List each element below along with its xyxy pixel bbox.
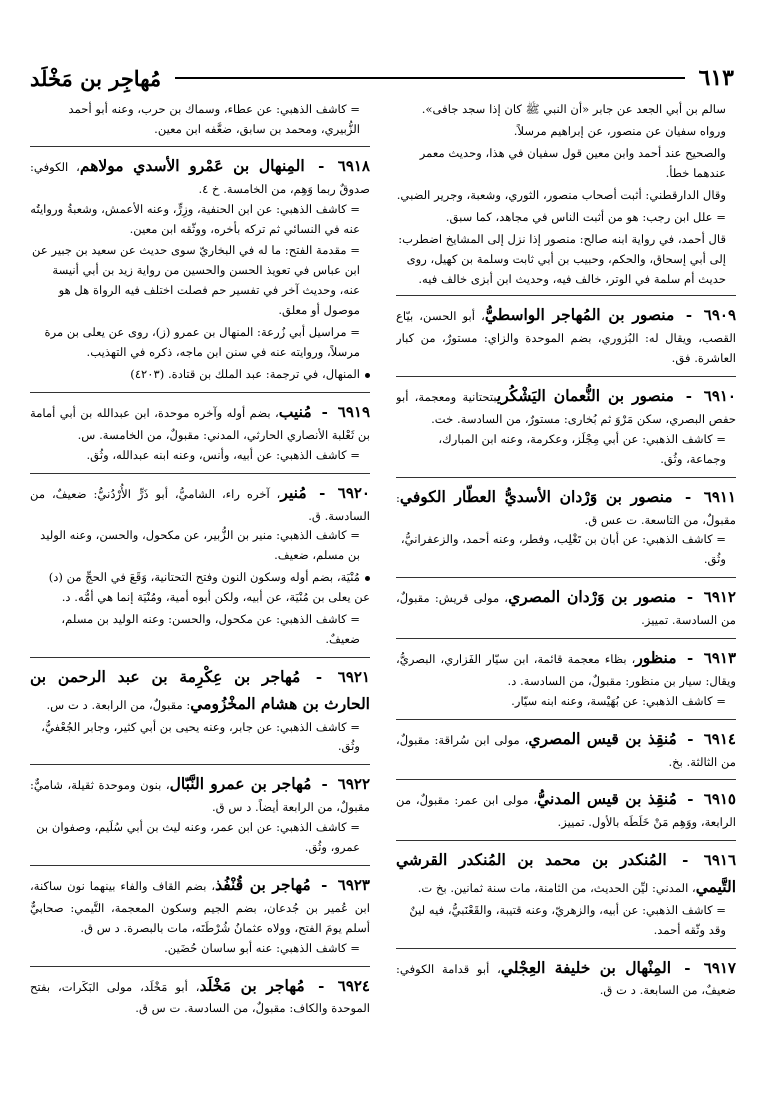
entry-text: ، أبو الحسن، بيّاع القصب، ويقال له: البُزوري، بضم الموحدة والزاي: مستورٌ، من كبار العاشرة. فق. (396, 309, 736, 366)
entry-text: ، بظاء معجمة قائمة، ابن سيّار الفَزاري، البصريُّ، ويقال: سيار بن منظور: مقبولٌ، من السادسة. د. (396, 652, 736, 688)
entry-divider (30, 764, 370, 765)
entry-number: ٦٩٢٢ (337, 775, 370, 794)
continuation-paragraph: والصحيح عند أحمد وابن معين قول سفيان في هذا، وحديث معمر عندهما خطأ. (419, 145, 726, 180)
entry-name: مُهاجر بن عِكْرِمة بن عبد الرحمن بن الحارث بن هشام المخْزُومي (30, 667, 370, 713)
biography-entry (396, 645, 736, 712)
entry-number: ٦٩١٦ (703, 851, 736, 870)
entry-text: ، أبو مَخْلَد، مولى البَكَرات، بفتح الموحدة والكاف: مقبولٌ، من السادسة. ت س ق. (30, 979, 370, 1016)
entry-number: ٦٩١٩ (337, 403, 370, 422)
entry-name: المُنكدر بن محمد بن المُنكدر القرشي التَّيمي (396, 850, 736, 896)
continuation-paragraph: قال أحمد، في رواية ابنه صالح: منصور إذا نزل إلى المشايخ اضطرب: إلى أبي إسحاق، والحكم، وحبيب بن أبي ثابت وسلمة بن كهيل، روى حديث أم سلمة في الوتر، خالف فيه، وحديث ابن أبزى خالف فيه. (398, 231, 726, 286)
biography-entry (396, 955, 736, 1002)
entry-name: منصور بن المُهاجر الواسطيُّ (484, 305, 675, 325)
entry-note: = كاشف الذهبي: منير بن الزُّبير، عن مكحول، والحسن، وعنه الوليد بن مسلم، ضعيف. (40, 528, 360, 563)
entry-note: = مراسيل أبي زُرعة: المنهال بن عمرو (ز)، روى عن يعلى بن مرة مرسلاً، وروايته عنه في سنن ابن ماجه، ذكره في التهذيب. (44, 325, 360, 360)
entry-divider (396, 840, 736, 841)
entry-name: منظور (635, 648, 677, 668)
biography-entry (30, 872, 370, 959)
biography-entry (30, 153, 370, 385)
continuation-paragraph: وقال الدارقطني: أثبت أصحاب منصور، الثوري، وشعبة، وجرير الضبي. (396, 187, 726, 202)
header-rule (175, 77, 684, 79)
entry-note: = مقدمة الفتح: ما له في البخاريّ سوى حديث عن سعيد بن جبير عن ابن عباس في تعويذ الحسن والحسين من رواية زيد بن أبي أنيسة عنه، وحديث آخر في تفسير حم فصلت اختلف فيه الرواة هل هو موصول أو معلق. (32, 243, 360, 318)
entry-heading-line (396, 584, 736, 631)
page-header (30, 58, 734, 98)
entry-text: ، بنون وموحدة ثقيلة، شاميٌّ: مقبولٌ، من الرابعة أيضاً. د س ق. (30, 778, 370, 815)
entry-name: مُنيب (278, 402, 312, 422)
entry-note: = كاشف الذهبي: عن أبان بن تَغْلِب، وفطر، وعنه أحمد، والزعفرانيُّ، وثُق. (400, 532, 726, 567)
entry-number: ٦٩١٥ (703, 790, 736, 809)
entry-dash: - (676, 487, 700, 506)
entry-dash: - (678, 306, 700, 325)
entry-note: = كاشف الذهبي: عن أبيه، والزهريّ، وعنه قتيبة، والقَعْنَبيُّ، فيه لينٌ وقد وثّقه أحمد. (409, 902, 726, 937)
entry-text: ، آخره راء، الشاميُّ، أبو ذَرٍّ الأُرْدُنيُّ: ضعيفٌ، من السادسة. ق. (30, 486, 370, 523)
entry-dash: - (308, 156, 334, 175)
entry-heading-line (30, 771, 370, 818)
text-columns (30, 100, 736, 1084)
biography-entry (396, 383, 736, 470)
right-column (396, 100, 736, 1084)
entry-dash: - (310, 483, 334, 502)
biography-entry (30, 973, 370, 1020)
entry-heading-line (30, 973, 370, 1020)
left-column (30, 100, 370, 1084)
entry-number: ٦٩٠٩ (703, 306, 736, 325)
biography-entry (396, 302, 736, 369)
entry-heading-line (396, 302, 736, 369)
entry-divider (30, 865, 370, 866)
entry-name: منصور بن وَرْدان الأسديُّ العطّار الكوفي (399, 486, 673, 506)
entry-heading-line (396, 484, 736, 531)
entry-dash: - (314, 876, 334, 895)
entry-name: المِنْهال بن خليفة العِجْلي (500, 957, 672, 977)
entry-text: ، مولى قريش: مقبولٌ، من السادسة. تمييز. (396, 591, 736, 628)
entry-note: = كاشف الذهبي: عن أبيه، وأنس، وعنه ابنه عبدالله، وثُق. (86, 447, 360, 462)
entry-dash: - (680, 649, 700, 668)
biography-entry (396, 847, 736, 940)
entry-divider (396, 577, 736, 578)
entry-name: مُنقِذ بن قيس المدنيُّ (537, 789, 677, 809)
entry-name: مُهاجر بن مَخْلَد (199, 975, 305, 995)
biography-entry (30, 664, 370, 757)
entry-divider (396, 719, 736, 720)
entry-dash: - (670, 851, 700, 870)
entry-number: ٦٩١٨ (337, 156, 370, 175)
entry-heading-line (396, 645, 736, 692)
entry-divider (396, 948, 736, 949)
entry-divider (30, 473, 370, 474)
entry-note: = كاشف الذهبي: عن ابن عمر، وعنه ليث بن أبي سُلَيم، وصفوان بن عمرو، وثُق. (36, 820, 360, 855)
entry-heading-line (30, 480, 370, 527)
entry-name: مُهاجر بن عمرو النَّبّال (169, 774, 312, 794)
entry-dash: - (315, 775, 334, 794)
entry-text: ، المدني: ليِّن الحديث، من الثامنة، مات سنة ثمانين. بخ ت. (417, 881, 696, 895)
entry-note: = كاشف الذهبي: عن ابن الحنفية، وزِرٍّ، وعنه الأعمش، وشعبةُ وروايتُه عنه في النسائي ثم تركه بأخره، ووثّقه ابن معين. (30, 201, 360, 236)
entry-divider (30, 657, 370, 658)
entry-text: ، أبو قدامة الكوفي: ضعيفٌ، من السابعة. د ت ق. (396, 961, 736, 998)
entry-text: ، الكوفي: صدوقٌ ربما وَهِم، من الخامسة. خ ٤. (30, 159, 370, 196)
continuation-paragraph: سالم بن أبي الجعد عن جابر «أن النبي ﷺ كان إذا سجد جافى». (421, 102, 726, 116)
entry-number: ٦٩٢٠ (337, 483, 370, 502)
entry-note: = كاشف الذهبي: عن أبي مِجْلَز، وعكرمة، وعنه ابن المبارك، وجماعة، وثُق. (438, 431, 726, 466)
entry-note: = كاشف الذهبي: عن جابر، وعنه يحيى بن أبي كثير، وجابر الجُعْفيُّ، وثُق. (41, 719, 360, 754)
entry-number: ٦٩١٢ (703, 588, 736, 607)
entry-name: منصور بن وَرْدان المصري (508, 587, 677, 607)
biography-entry (396, 584, 736, 631)
biography-entry (396, 786, 736, 833)
entry-name: منصور بن النُّعمان اليَشْكُري (496, 386, 674, 406)
entry-heading-line (30, 664, 370, 717)
entry-number: ٦٩١٤ (703, 729, 736, 748)
entry-dash: - (677, 387, 700, 406)
bullet-note: مُنْيَة، بضم أوله وسكون النون وفتح التحتانية، وَقَعَ في الحجِّ من (د) عن يعلى بن مُنْيَة، عن أبيه، ولكن أبوه أمية، ومُنْيَة إنما هي أمُّه. د. (30, 568, 370, 608)
entry-heading-line (396, 786, 736, 833)
entry-heading-line (396, 383, 736, 430)
entry-number: ٦٩١٣ (703, 649, 736, 668)
biography-entry (30, 771, 370, 858)
biography-entry (396, 726, 736, 773)
entry-dash: - (315, 403, 334, 422)
running-title: مُهاجِر بن مَخْلَد (30, 65, 162, 91)
entry-heading-line (396, 726, 736, 773)
entry-name: مُنقِذ بن قيس المصري (528, 728, 677, 748)
entry-text: ، مولى ابن سُراقة: مقبولٌ، من الثالثة. بخ. (396, 732, 736, 769)
entry-name: مُنير (280, 482, 307, 502)
entry-text: ، مولى ابن عمر: مقبولٌ، من الرابعة، ووَهِم مَنْ خَلَطَه بالأول. تمييز. (396, 793, 736, 830)
biography-entry (30, 399, 370, 466)
entry-divider (396, 779, 736, 780)
entry-number: ٦٩١٠ (703, 387, 736, 406)
entry-dash: - (680, 729, 700, 748)
entry-heading-line (396, 955, 736, 1002)
entry-text: : مقبولٌ، من الرابعة. د ت س. (46, 697, 191, 712)
entry-divider (396, 477, 736, 478)
page-number: ٦١٣ (698, 65, 734, 91)
entry-divider (30, 392, 370, 393)
entry-note: = كاشف الذهبي: عن بُهَيْسة، وعنه ابنه سيّار. (511, 693, 726, 708)
entry-text: ، بضم أوله وآخره موحدة، ابن عبدالله بن أبي أمامة بن ثَعْلبة الأنصاري الحارثي، المدني: مقبولٌ، من الخامسة. س. (30, 406, 370, 442)
entry-number: ٦٩٢١ (337, 668, 370, 687)
continuation-paragraph: = كاشف الذهبي: عن عطاء، وسماك بن حرب، وعنه أبو أحمد الزُّبيري، ومحمد بن سابق، ضعَّفه ابن معين. (68, 102, 360, 136)
entry-text: بتحتانية ومعجمة، أبو حفص البصري، سكن مَرْوَ ثم بُخارى: مستورٌ، من السادسة. خت. (396, 390, 736, 426)
entry-divider (396, 376, 736, 377)
entry-note: = كاشف الذهبي: عنه أبو ساسان حُضَين. (164, 940, 360, 955)
entry-dash: - (675, 958, 700, 977)
entry-heading-line (30, 399, 370, 446)
continuation-paragraph: ورواه سفيان عن منصور، عن إبراهيم مرسلاً. (513, 123, 726, 138)
biography-entry (396, 484, 736, 571)
entry-number: ٦٩١٧ (703, 958, 736, 977)
entry-dash: - (304, 668, 334, 687)
entry-name: المِنهال بن عَمْرو الأسدي مولاهم (79, 155, 305, 175)
entry-divider (30, 146, 370, 147)
entry-name: مُهاجر بن قُنْفُذ (215, 875, 311, 895)
entry-heading-line (396, 847, 736, 900)
entry-number: ٦٩٢٤ (337, 976, 370, 995)
entry-text: ، بضم القاف والفاء بينهما نون ساكنة، ابن عُمير بن جُدعان، بضم الجيم وسكون المعجمة، التَّيمي: صحابيٌّ أسلم يومَ الفتح، وولاه عثمانُ شُرْطَتَه، مات بالبصرة. د س ق. (30, 879, 370, 935)
biography-entry (30, 480, 370, 650)
entry-divider (396, 295, 736, 296)
entry-note: = كاشف الذهبي: عن مكحول، والحسن: وعنه الوليد بن مسلم، ضعيفٌ. (61, 612, 360, 647)
entry-divider (396, 638, 736, 639)
entry-dash: - (308, 976, 334, 995)
entry-number: ٦٩٢٣ (337, 876, 370, 895)
entry-dash: - (680, 588, 700, 607)
entry-dash: - (680, 790, 700, 809)
entry-text: : مقبولٌ، من التاسعة. ت عس ق. (396, 490, 736, 527)
entry-divider (30, 966, 370, 967)
entry-heading-line (30, 872, 370, 939)
entry-heading-line (30, 153, 370, 200)
bullet-note: المنهال، في ترجمة: عبد الملك بن قتادة. (٤٢٠٣) (30, 365, 370, 385)
entry-number: ٦٩١١ (703, 487, 736, 506)
continuation-paragraph: = علل ابن رجب: هو من أثبت الناس في مجاهد، كما سبق. (445, 209, 726, 224)
